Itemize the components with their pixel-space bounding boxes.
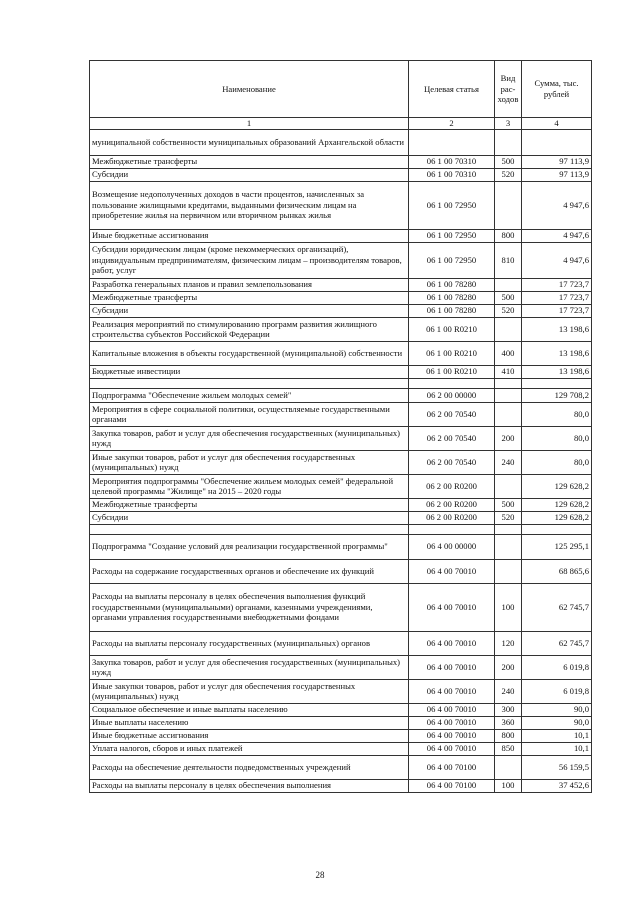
row-type: 850 bbox=[495, 742, 522, 755]
row-type bbox=[495, 317, 522, 341]
row-sum: 6 019,8 bbox=[522, 679, 592, 703]
row-sum: 17 723,7 bbox=[522, 278, 592, 291]
row-name: Межбюджетные трансферты bbox=[90, 291, 409, 304]
row-sum: 10,1 bbox=[522, 742, 592, 755]
row-type bbox=[495, 181, 522, 229]
table-header-row bbox=[90, 61, 592, 118]
row-code: 06 2 00 R0200 bbox=[409, 474, 495, 498]
row-type bbox=[495, 474, 522, 498]
table-row bbox=[90, 498, 592, 511]
row-name: Расходы на содержание государственных органов и обеспечение их функций bbox=[90, 559, 409, 583]
table-row bbox=[90, 229, 592, 242]
row-sum: 17 723,7 bbox=[522, 304, 592, 317]
row-code: 06 1 00 R0210 bbox=[409, 341, 495, 365]
row-type bbox=[495, 129, 522, 155]
row-sum bbox=[522, 524, 592, 534]
header-name: Наименование bbox=[90, 61, 409, 118]
table-row bbox=[90, 402, 592, 426]
table-row bbox=[90, 779, 592, 792]
row-sum: 90,0 bbox=[522, 716, 592, 729]
page-number: 28 bbox=[315, 870, 325, 880]
table-row bbox=[90, 242, 592, 278]
row-code: 06 1 00 78280 bbox=[409, 304, 495, 317]
row-code bbox=[409, 378, 495, 388]
row-type: 200 bbox=[495, 426, 522, 450]
row-name: Разработка генеральных планов и правил землепользования bbox=[90, 278, 409, 291]
row-code: 06 1 00 78280 bbox=[409, 291, 495, 304]
header-sum: Сумма, тыс. рублей bbox=[522, 61, 592, 118]
row-sum: 125 295,1 bbox=[522, 534, 592, 559]
row-sum: 80,0 bbox=[522, 402, 592, 426]
row-type: 300 bbox=[495, 703, 522, 716]
table-row bbox=[90, 278, 592, 291]
spacer-row bbox=[90, 378, 592, 388]
row-sum: 56 159,5 bbox=[522, 755, 592, 779]
row-sum: 4 947,6 bbox=[522, 242, 592, 278]
row-code: 06 1 00 70310 bbox=[409, 168, 495, 181]
row-name: Иные бюджетные ассигнования bbox=[90, 729, 409, 742]
row-sum: 129 628,2 bbox=[522, 511, 592, 524]
row-name: Возмещение недополученных доходов в части процентов, начисленных за пользование жилищными кредитами, выданными физическим лицам на приобретение жилья на первичном или вторичном рынках жилья bbox=[90, 181, 409, 229]
table-row bbox=[90, 755, 592, 779]
row-code: 06 4 00 70010 bbox=[409, 631, 495, 655]
row-type bbox=[495, 524, 522, 534]
row-name: Бюджетные инвестиции bbox=[90, 365, 409, 378]
row-sum: 17 723,7 bbox=[522, 291, 592, 304]
table-row bbox=[90, 631, 592, 655]
row-name: Субсидии юридическим лицам (кроме некоммерческих организаций), индивидуальным предпринимателям, физическим лицам – производителям товаров, работ, услуг bbox=[90, 242, 409, 278]
row-sum: 97 113,9 bbox=[522, 168, 592, 181]
row-type: 200 bbox=[495, 655, 522, 679]
header-type: Вид рас-ходов bbox=[495, 61, 522, 118]
row-type: 240 bbox=[495, 450, 522, 474]
table-row bbox=[90, 426, 592, 450]
row-code: 06 1 00 R0210 bbox=[409, 365, 495, 378]
row-code: 06 2 00 R0200 bbox=[409, 498, 495, 511]
row-type bbox=[495, 388, 522, 402]
row-name bbox=[90, 524, 409, 534]
row-type bbox=[495, 402, 522, 426]
row-sum bbox=[522, 378, 592, 388]
row-code: 06 2 00 70540 bbox=[409, 450, 495, 474]
row-name: Подпрограмма "Обеспечение жильем молодых семей" bbox=[90, 388, 409, 402]
table-row bbox=[90, 388, 592, 402]
row-type: 100 bbox=[495, 779, 522, 792]
row-type bbox=[495, 755, 522, 779]
row-name: Расходы на выплаты персоналу государственных (муниципальных) органов bbox=[90, 631, 409, 655]
row-code: 06 4 00 70010 bbox=[409, 742, 495, 755]
table-body bbox=[90, 129, 592, 792]
row-type: 240 bbox=[495, 679, 522, 703]
row-type: 360 bbox=[495, 716, 522, 729]
row-code: 06 1 00 70310 bbox=[409, 155, 495, 168]
row-code bbox=[409, 129, 495, 155]
row-name: Мероприятия подпрограммы "Обеспечение жильем молодых семей" федеральной целевой программы "Жилище" на 2015 – 2020 годы bbox=[90, 474, 409, 498]
table-row bbox=[90, 181, 592, 229]
row-sum: 13 198,6 bbox=[522, 365, 592, 378]
row-code: 06 4 00 70010 bbox=[409, 679, 495, 703]
table-row bbox=[90, 716, 592, 729]
row-code: 06 4 00 70010 bbox=[409, 716, 495, 729]
row-name: Уплата налогов, сборов и иных платежей bbox=[90, 742, 409, 755]
row-name: Капитальные вложения в объекты государственной (муниципальной) собственности bbox=[90, 341, 409, 365]
table-row bbox=[90, 291, 592, 304]
table-row bbox=[90, 742, 592, 755]
row-name: Иные закупки товаров, работ и услуг для обеспечения государственных (муниципальных) нужд bbox=[90, 679, 409, 703]
table-row bbox=[90, 474, 592, 498]
table-row bbox=[90, 511, 592, 524]
table-row bbox=[90, 679, 592, 703]
row-type: 810 bbox=[495, 242, 522, 278]
row-code: 06 1 00 72950 bbox=[409, 242, 495, 278]
row-code: 06 2 00 70540 bbox=[409, 402, 495, 426]
row-name: Субсидии bbox=[90, 511, 409, 524]
row-sum: 80,0 bbox=[522, 426, 592, 450]
row-sum: 62 745,7 bbox=[522, 583, 592, 631]
row-name: Расходы на обеспечение деятельности подведомственных учреждений bbox=[90, 755, 409, 779]
row-name: Иные закупки товаров, работ и услуг для обеспечения государственных (муниципальных) нужд bbox=[90, 450, 409, 474]
row-code: 06 1 00 R0210 bbox=[409, 317, 495, 341]
row-sum: 4 947,6 bbox=[522, 229, 592, 242]
header-code: Целевая статья bbox=[409, 61, 495, 118]
row-code: 06 4 00 70100 bbox=[409, 779, 495, 792]
table-row bbox=[90, 317, 592, 341]
row-sum: 10,1 bbox=[522, 729, 592, 742]
row-name: муниципальной собственности муниципальных образований Архангельской области bbox=[90, 129, 409, 155]
column-number: 2 bbox=[409, 118, 495, 130]
row-name: Иные бюджетные ассигнования bbox=[90, 229, 409, 242]
row-code: 06 4 00 70010 bbox=[409, 703, 495, 716]
row-name: Расходы на выплаты персоналу в целях обеспечения выполнения функций государственными (муниципальными) органами, казенными учреждениями, органами управления государственными внебюджетными фондами bbox=[90, 583, 409, 631]
row-sum: 62 745,7 bbox=[522, 631, 592, 655]
table-row bbox=[90, 155, 592, 168]
row-type: 500 bbox=[495, 155, 522, 168]
row-code: 06 1 00 72950 bbox=[409, 181, 495, 229]
row-type: 500 bbox=[495, 291, 522, 304]
row-code: 06 4 00 70010 bbox=[409, 655, 495, 679]
row-name: Субсидии bbox=[90, 304, 409, 317]
row-code: 06 1 00 78280 bbox=[409, 278, 495, 291]
row-type: 120 bbox=[495, 631, 522, 655]
table-row bbox=[90, 534, 592, 559]
row-type: 800 bbox=[495, 729, 522, 742]
row-code: 06 1 00 72950 bbox=[409, 229, 495, 242]
row-code: 06 4 00 70010 bbox=[409, 583, 495, 631]
row-type bbox=[495, 378, 522, 388]
table-row bbox=[90, 129, 592, 155]
column-number: 4 bbox=[522, 118, 592, 130]
row-name: Мероприятия в сфере социальной политики, осуществляемые государственными органами bbox=[90, 402, 409, 426]
row-code: 06 4 00 70100 bbox=[409, 755, 495, 779]
row-sum: 4 947,6 bbox=[522, 181, 592, 229]
row-sum bbox=[522, 129, 592, 155]
table-row bbox=[90, 729, 592, 742]
row-type: 520 bbox=[495, 304, 522, 317]
row-sum: 68 865,6 bbox=[522, 559, 592, 583]
row-sum: 6 019,8 bbox=[522, 655, 592, 679]
row-type: 400 bbox=[495, 341, 522, 365]
row-type: 100 bbox=[495, 583, 522, 631]
budget-table bbox=[89, 60, 592, 793]
row-name: Реализация мероприятий по стимулированию программ развития жилищного строительства субъектов Российской Федерации bbox=[90, 317, 409, 341]
spacer-row bbox=[90, 524, 592, 534]
row-name: Подпрограмма "Создание условий для реализации государственной программы" bbox=[90, 534, 409, 559]
row-type: 410 bbox=[495, 365, 522, 378]
row-code: 06 2 00 70540 bbox=[409, 426, 495, 450]
column-number: 3 bbox=[495, 118, 522, 130]
row-name: Субсидии bbox=[90, 168, 409, 181]
row-code bbox=[409, 524, 495, 534]
table-row bbox=[90, 703, 592, 716]
row-type bbox=[495, 559, 522, 583]
row-sum: 97 113,9 bbox=[522, 155, 592, 168]
row-code: 06 2 00 R0200 bbox=[409, 511, 495, 524]
row-name: Иные выплаты населению bbox=[90, 716, 409, 729]
row-name bbox=[90, 378, 409, 388]
table-row bbox=[90, 655, 592, 679]
row-type: 520 bbox=[495, 168, 522, 181]
row-code: 06 2 00 00000 bbox=[409, 388, 495, 402]
row-name: Закупка товаров, работ и услуг для обеспечения государственных (муниципальных) нужд bbox=[90, 655, 409, 679]
row-name: Расходы на выплаты персоналу в целях обеспечения выполнения bbox=[90, 779, 409, 792]
row-code: 06 4 00 00000 bbox=[409, 534, 495, 559]
row-sum: 129 708,2 bbox=[522, 388, 592, 402]
row-code: 06 4 00 70010 bbox=[409, 559, 495, 583]
table-row bbox=[90, 365, 592, 378]
table-row bbox=[90, 450, 592, 474]
row-sum: 129 628,2 bbox=[522, 474, 592, 498]
row-type: 500 bbox=[495, 498, 522, 511]
row-code: 06 4 00 70010 bbox=[409, 729, 495, 742]
table-row bbox=[90, 304, 592, 317]
table-row bbox=[90, 583, 592, 631]
table-row bbox=[90, 559, 592, 583]
row-type bbox=[495, 534, 522, 559]
row-name: Социальное обеспечение и иные выплаты населению bbox=[90, 703, 409, 716]
row-sum: 90,0 bbox=[522, 703, 592, 716]
row-type: 800 bbox=[495, 229, 522, 242]
column-number-row bbox=[90, 118, 592, 130]
row-name: Межбюджетные трансферты bbox=[90, 155, 409, 168]
row-sum: 37 452,6 bbox=[522, 779, 592, 792]
table-row bbox=[90, 168, 592, 181]
table-row bbox=[90, 341, 592, 365]
column-number: 1 bbox=[90, 118, 409, 130]
row-name: Закупка товаров, работ и услуг для обеспечения государственных (муниципальных) нужд bbox=[90, 426, 409, 450]
row-sum: 129 628,2 bbox=[522, 498, 592, 511]
row-type: 520 bbox=[495, 511, 522, 524]
row-sum: 13 198,6 bbox=[522, 341, 592, 365]
row-sum: 13 198,6 bbox=[522, 317, 592, 341]
row-sum: 80,0 bbox=[522, 450, 592, 474]
row-type bbox=[495, 278, 522, 291]
row-name: Межбюджетные трансферты bbox=[90, 498, 409, 511]
